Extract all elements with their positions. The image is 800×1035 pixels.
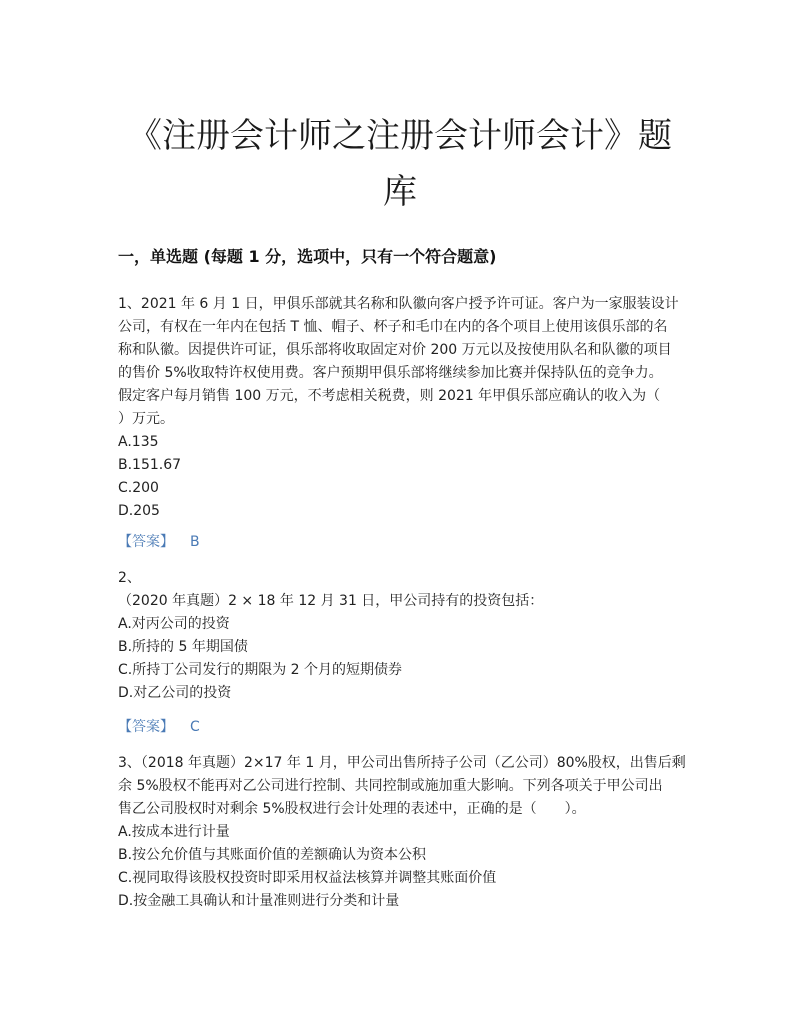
question-2-option-d: D.对乙公司的投资: [118, 685, 232, 701]
question-3-line-1: 3、（2018 年真题）2×17 年 1 月，甲公司出售所持子公司（乙公司）80%股权，出售后剩: [118, 755, 686, 771]
question-2-answer-value: C: [190, 719, 200, 735]
question-1-line-4: 的售价 5%收取特许权使用费。客户预期甲俱乐部将继续参加比赛并保持队伍的竞争力。: [118, 365, 663, 381]
question-1-option-d: D.205: [118, 503, 160, 519]
question-1-answer-label: 【答案】: [118, 534, 174, 550]
question-3-option-c: C.视同取得该股权投资时即采用权益法核算并调整其账面价值: [118, 870, 497, 886]
question-2-option-b: B.所持的 5 年期国债: [118, 639, 248, 655]
question-2-line-2: （2020 年真题）2 × 18 年 12 月 31 日，甲公司持有的投资包括：: [118, 593, 544, 609]
document-title: [100, 108, 700, 220]
title-line-1: 《注册会计师之注册会计师会计》题: [128, 116, 672, 156]
question-1-line-3: 称和队徽。因提供许可证，俱乐部将收取固定对价 200 万元以及按使用队名和队徽的项目: [118, 342, 672, 358]
question-1-answer-value: B: [190, 534, 200, 550]
question-1: [118, 293, 688, 523]
question-3-option-a: A.按成本进行计量: [118, 824, 230, 840]
question-1-line-6: ）万元。: [118, 411, 174, 427]
question-1-option-b: B.151.67: [118, 457, 182, 473]
section-heading: 一，单选题 (每题 1 分，选项中，只有一个符合题意): [118, 247, 497, 266]
question-3-line-2: 余 5%股权不能再对乙公司进行控制、共同控制或施加重大影响。下列各项关于甲公司出: [118, 778, 663, 794]
question-1-line-2: 公司，有权在一年内在包括 T 恤、帽子、杯子和毛巾在内的各个项目上使用该俱乐部的名: [118, 319, 668, 335]
question-1-line-5: 假定客户每月销售 100 万元，不考虑相关税费，则 2021 年甲俱乐部应确认的收入为（: [118, 388, 661, 404]
question-3-option-b: B.按公允价值与其账面价值的差额确认为资本公积: [118, 847, 427, 863]
question-2-option-c: C.所持丁公司发行的期限为 2 个月的短期债券: [118, 662, 403, 678]
question-2-option-a: A.对丙公司的投资: [118, 616, 230, 632]
question-1-answer: [118, 531, 200, 554]
question-3-option-d: D.按金融工具确认和计量准则进行分类和计量: [118, 893, 400, 909]
question-3: [118, 752, 688, 913]
question-2-answer: [118, 716, 200, 739]
question-1-line-1: 1、2021 年 6 月 1 日，甲俱乐部就其名称和队徽向客户授予许可证。客户为一家服装设计: [118, 296, 679, 312]
question-3-line-3: 售乙公司股权时对剩余 5%股权进行会计处理的表述中，正确的是（ ）。: [118, 801, 586, 817]
question-2: [118, 567, 688, 705]
title-line-2: 库: [383, 172, 417, 212]
question-2-line-1: 2、: [118, 570, 141, 586]
question-2-answer-label: 【答案】: [118, 719, 174, 735]
question-1-option-a: A.135: [118, 434, 159, 450]
question-1-option-c: C.200: [118, 480, 159, 496]
